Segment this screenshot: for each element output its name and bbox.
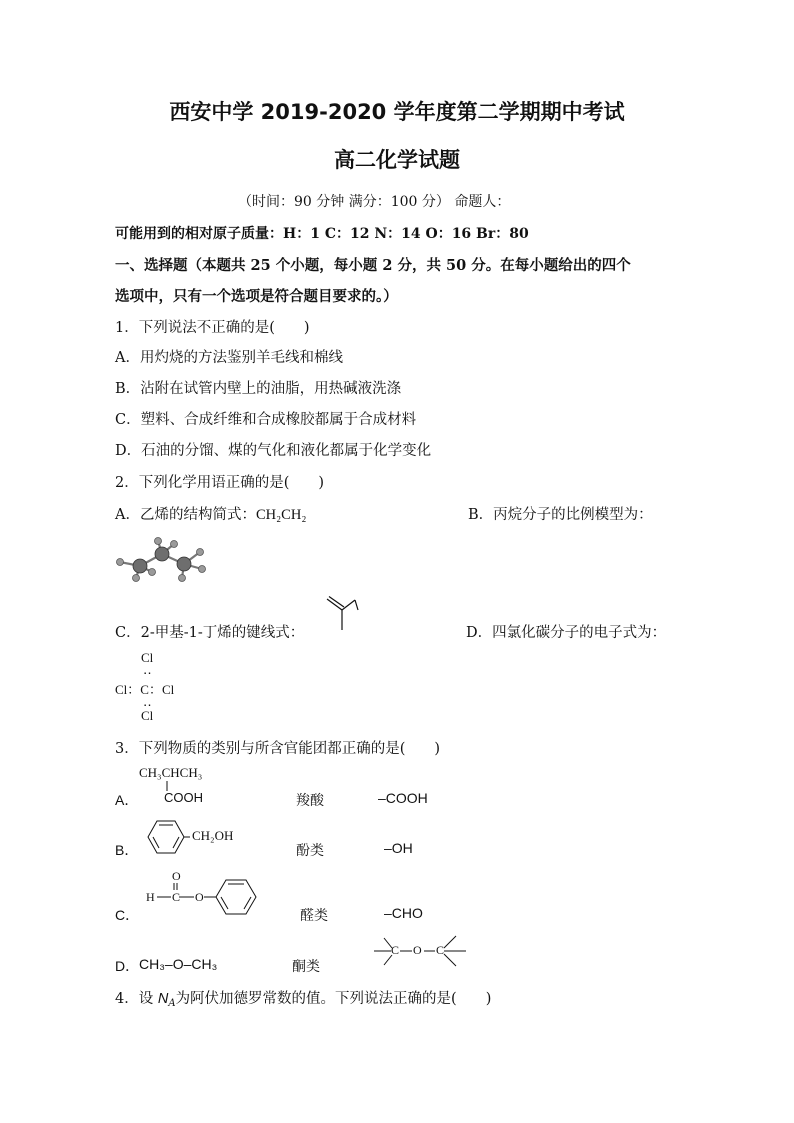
q3-a-group: –COOH — [378, 790, 428, 806]
q1-option-b: B．沾附在试管内壁上的油脂，用热碱液洗涤 — [115, 381, 402, 397]
phenyl-formate-structure — [150, 878, 270, 918]
q3-d-group-c2: C — [436, 943, 445, 957]
q3-option-b-label: B． — [115, 842, 139, 858]
q4-stem-var: N — [157, 991, 169, 1007]
q3-a-class: 羧酸 — [296, 793, 324, 809]
lewis-cl-top: Cl — [141, 650, 154, 665]
q2-stem: 2．下列化学用语正确的是( ) — [115, 475, 325, 491]
lewis-middle-row: Cl：C：Cl — [115, 682, 175, 697]
q2-option-b: B．丙烷分子的比例模型为： — [468, 507, 653, 523]
q1-option-d: D．石油的分馏、煤的气化和液化都属于化学变化 — [115, 443, 432, 459]
q1-option-c: C．塑料、合成纤维和合成橡胶都属于合成材料 — [115, 412, 417, 428]
section-heading-line2: 选项中，只有一个选项是符合题目要求的。） — [115, 288, 398, 305]
section-heading-line1: 一、选择题（本题共 25 个小题，每小题 2 分，共 50 分。在每小题给出的四个 — [115, 257, 631, 274]
q4-stem-pre: 4．设 — [115, 991, 158, 1007]
q3-option-d-label: D． — [115, 958, 140, 974]
propane-ball-stick-model — [112, 536, 212, 584]
q3-c-class: 醛类 — [300, 908, 328, 924]
q3-d-group-o: O — [413, 943, 422, 957]
q3-b-group: –OH — [384, 840, 413, 856]
q3-c-group: –CHO — [384, 905, 423, 921]
benzene-ring-icon — [146, 820, 190, 854]
q3-c-c: C — [172, 890, 181, 904]
q2-option-c: C．2-甲基-1-丁烯的键线式： — [115, 625, 305, 641]
q2-option-a — [115, 503, 306, 524]
q3-d-group-c1: C — [391, 943, 400, 957]
q1-option-a: A．用灼烧的方法鉴别羊毛线和棉线 — [115, 350, 343, 366]
q3-stem: 3．下列物质的类别与所含官能团都正确的是( ) — [115, 741, 441, 757]
q1-stem: 1．下列说法不正确的是( ) — [115, 320, 310, 336]
q3-b-class: 酚类 — [296, 843, 324, 859]
q3-d-struct: CH₃–O–CH₃ — [139, 956, 218, 972]
exam-subtitle: 高二化学试题 — [334, 148, 460, 172]
q4-stem-post: 为阿伏加德罗常数的值。下列说法正确的是( ) — [175, 991, 492, 1007]
lewis-cl-bottom: Cl — [141, 708, 154, 723]
q3-b-struct: CH₂OH — [192, 828, 234, 843]
methylbutene-skeletal-formula — [322, 596, 362, 632]
q3-option-c-label: C． — [115, 907, 140, 923]
lewis-dots-top: ‥ — [143, 662, 152, 677]
q2-option-a-text: A．乙烯的结构简式： — [115, 507, 256, 523]
exam-info: （时间：90 分钟 满分：100 分） 命题人： — [238, 194, 511, 210]
q4-stem — [115, 987, 491, 1009]
q2-option-a-formula: CH₂CH₂ — [255, 507, 307, 523]
q3-d-class: 酮类 — [292, 959, 320, 975]
q3-option-a-label: A． — [115, 792, 139, 808]
q3-c-o-top: O — [172, 869, 181, 883]
q3-c-h: H — [146, 890, 155, 904]
q2-option-d: D．四氯化碳分子的电子式为： — [466, 625, 667, 641]
q3-a-struct-bottom: COOH — [164, 790, 203, 805]
q3-c-o: O — [195, 890, 204, 904]
exam-title: 西安中学 2019-2020 学年度第二学期期中考试 — [169, 100, 625, 124]
atomic-mass-line: 可能用到的相对原子质量：H：1 C：12 N：14 O：16 Br：80 — [115, 226, 529, 242]
q3-a-struct-top: CH₃CHCH₃ — [139, 765, 203, 780]
lewis-dots-bottom: ‥ — [143, 694, 152, 709]
q4-stem-sub: A — [168, 998, 176, 1009]
